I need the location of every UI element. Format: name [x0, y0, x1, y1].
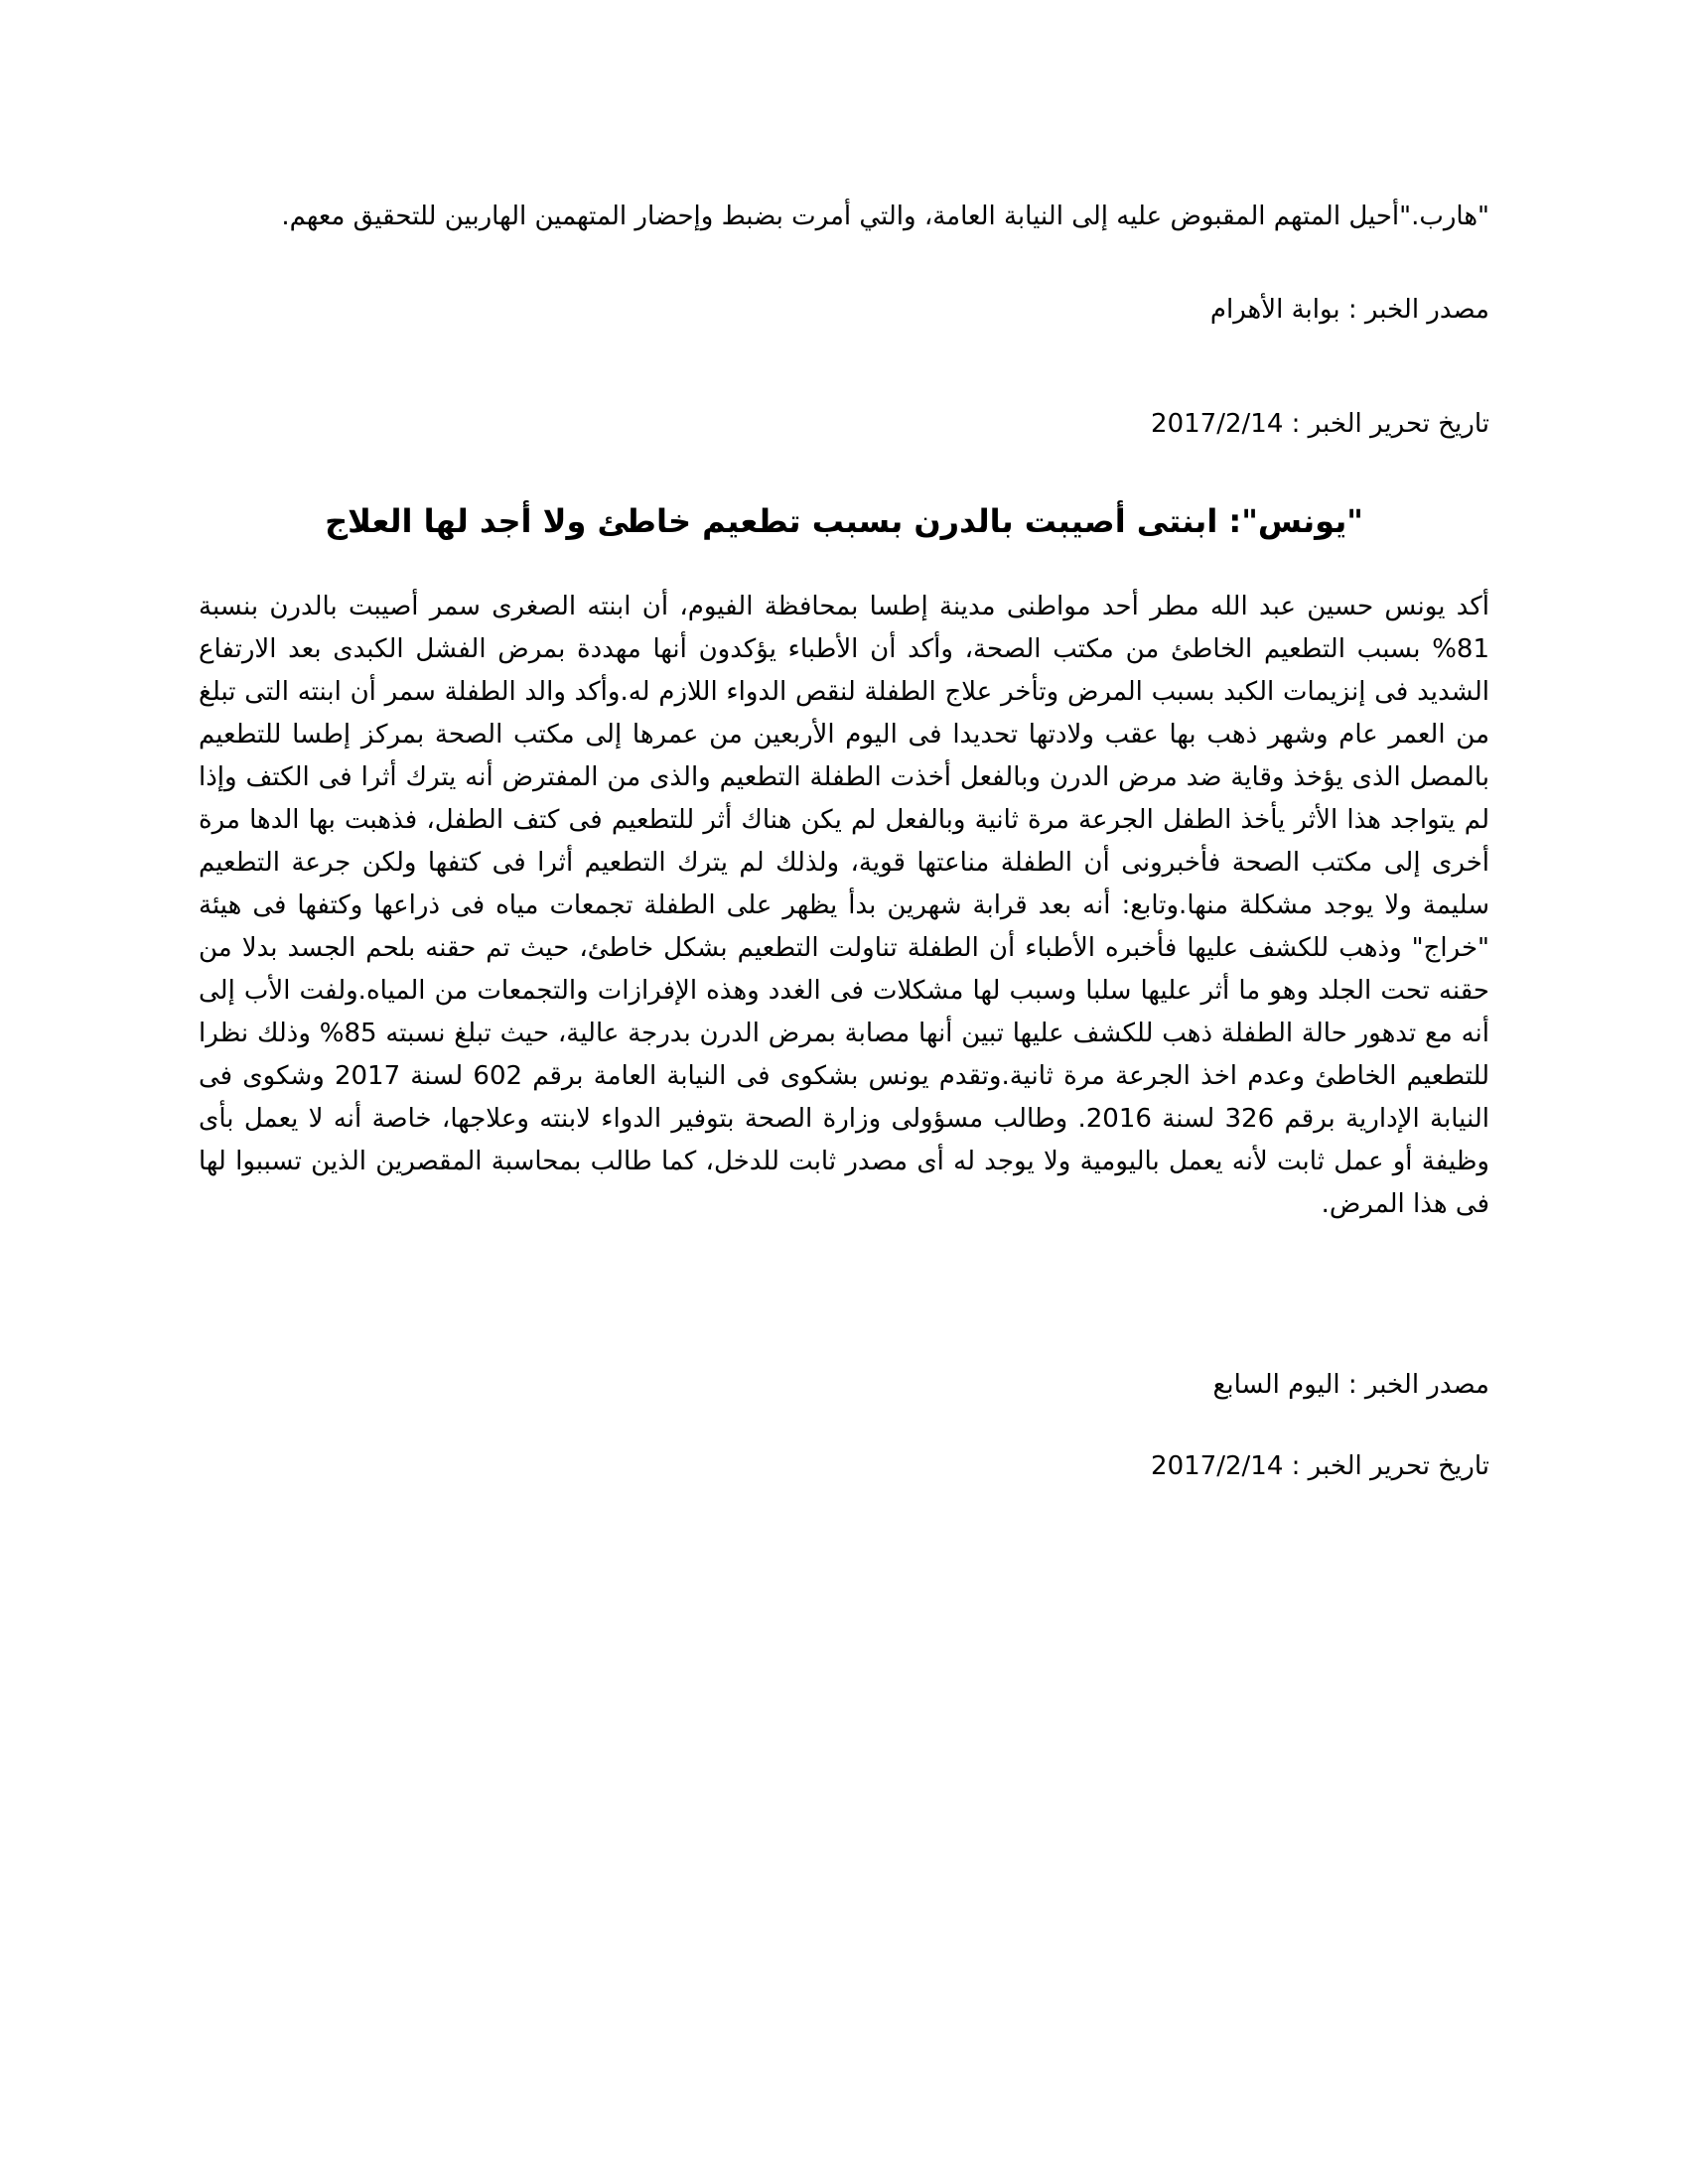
- article-body: أكد يونس حسين عبد الله مطر أحد مواطنى مدينة إطسا بمحافظة الفيوم، أن ابنته الصغرى سمر أصيبت بالدرن بنسبة 81% بسبب التطعيم الخاطئ من مكتب الصحة، وأكد أن الأطباء يؤكدون أنها مهددة بمرض الفشل الكبدى بعد الارتفاع الشديد فى إنزيمات الكبد بسبب المرض وتأخر علاج الطفلة لنقص الدواء اللازم له.وأكد والد الطفلة سمر أن ابنته التى تبلغ من العمر عام وشهر ذهب بها عقب ولادتها تحديدا فى اليوم الأربعين من عمرها إلى مكتب الصحة بمركز إطسا للتطعيم بالمصل الذى يؤخذ وقاية ضد مرض الدرن وبالفعل أخذت الطفلة التطعيم والذى من المفترض أنه يترك أثرا فى الكتف وإذا لم يتواجد هذا الأثر يأخذ الطفل الجرعة مرة ثانية وبالفعل لم يكن هناك أثر للتطعيم فى كتف الطفل، فذهبت بها الدها مرة أخرى إلى مكتب الصحة فأخبرونى أن الطفلة مناعتها قوية، ولذلك لم يترك التطعيم أثرا فى كتفها ولكن جرعة التطعيم سليمة ولا يوجد مشكلة منها.وتابع: أنه بعد قرابة شهرين بدأ يظهر على الطفلة تجمعات مياه فى ذراعها وكتفها فى هيئة "خراج" وذهب للكشف عليها فأخبره الأطباء أن الطفلة تناولت التطعيم بشكل خاطئ، حيث تم حقنه بلحم الجسد بدلا من حقنه تحت الجلد وهو ما أثر عليها سلبا وسبب لها مشكلات فى الغدد وهذه الإفرازات والتجمعات من المياه.ولفت الأب إلى أنه مع تدهور حالة الطفلة ذهب للكشف عليها تبين أنها مصابة بمرض الدرن بدرجة عالية، حيث تبلغ نسبته 85% وذلك نظرا للتطعيم الخاطئ وعدم اخذ الجرعة مرة ثانية.وتقدم يونس بشكوى فى النيابة العامة برقم 602 لسنة 2017 وشكوى فى النيابة الإدارية برقم 326 لسنة 2016. وطالب مسؤولى وزارة الصحة بتوفير الدواء لابنته وعلاجها، خاصة أنه لا يعمل بأى وظيفة أو عمل ثابت لأنه يعمل باليومية ولا يوجد له أى مصدر ثابت للدخل، كما طالب بمحاسبة المقصرين الذين تسببوا لها فى هذا المرض.: [199, 592, 1489, 1219]
- news-date-1: تاريخ تحرير الخبر : 2017/2/14: [1151, 409, 1489, 439]
- news-date-2: تاريخ تحرير الخبر : 2017/2/14: [1151, 1451, 1489, 1481]
- article-title: "يونس": ابنتى أصيبت بالدرن بسبب تطعيم خاطئ ولا أجد لها العلاج: [325, 502, 1363, 540]
- intro-paragraph: "هارب."أحيل المتهم المقبوض عليه إلى النيابة العامة، والتي أمرت بضبط وإحضار المتهمين الهاربين للتحقيق معهم.: [281, 202, 1489, 231]
- news-source-youm7: مصدر الخبر : اليوم السابع: [1212, 1370, 1489, 1400]
- news-source-ahram: مصدر الخبر : بوابة الأهرام: [1209, 295, 1489, 325]
